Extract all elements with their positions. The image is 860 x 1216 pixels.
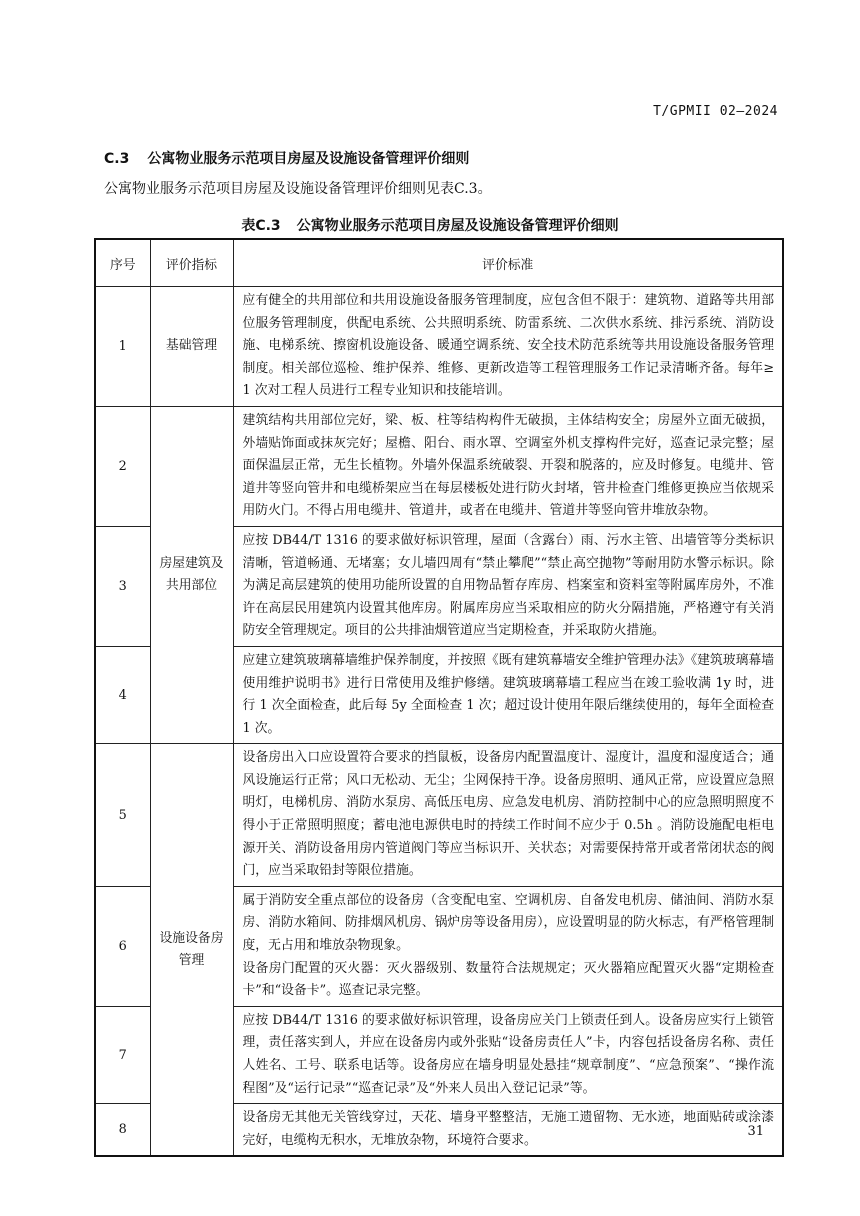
row-number: 2 — [95, 406, 150, 526]
standard-text: 建筑结构共用部位完好，梁、板、柱等结构构件无破损，主体结构安全；房屋外立面无破损，外墙贴饰面或抹灰完好；屋檐、阳台、雨水罩、空调室外机支撑构件完好，巡查记录完整；屋面保温层正常，无生长植物。外墙外保温系统破裂、开裂和脱落的，应及时修复。电缆井、管道井等竖向管井和电缆桥架应当在每层楼板处进行防火封堵，管井检查门维修更换应当依规采用防火门。不得占用电缆井、管道井，或者在电缆井、管道井等竖向管井堆放杂物。 — [233, 406, 783, 526]
row-number: 1 — [95, 287, 150, 407]
evaluation-table — [94, 238, 784, 1157]
indicator-building: 房屋建筑及共用部位 — [150, 406, 233, 743]
header-no: 序号 — [95, 239, 150, 287]
section-heading — [104, 148, 469, 168]
table-row — [95, 287, 783, 407]
table-row — [95, 744, 783, 887]
standard-text: 属于消防安全重点部位的设备房（含变配电室、空调机房、自备发电机房、储油间、消防水泵房、消防水箱间、防排烟风机房、锅炉房等设备用房），应设置明显的防火标志，有严格管理制度，无占用和堆放杂物现象。 设备房门配置的灭火器：灭火器级别、数量符合法规规定；灭火器箱应配置灭火器“定期检查卡”和“设备卡”。巡查记录完整。 — [233, 886, 783, 1006]
page-number: 31 — [747, 1124, 764, 1139]
table-header-row — [95, 239, 783, 287]
standard-text: 设备房出入口应设置符合要求的挡鼠板，设备房内配置温度计、湿度计，温度和湿度适合；通风设施运行正常；风口无松动、无尘；尘网保持干净。设备房照明、通风正常，应设置应急照明灯，电梯机房、消防水泵房、高低压电房、应急发电机房、消防控制中心的应急照明照度不得小于正常照明照度；蓄电池电源供电时的持续工作时间不应少于 0.5h 。消防设施配电柜电源开关、消防设备用房内管道阀门等应当标识开、关状态；对需要保持常开或者常闭状态的阀门，应当采取铅封等限位措施。 — [233, 744, 783, 887]
table-row — [95, 406, 783, 526]
header-standard: 评价标准 — [233, 239, 783, 287]
row-number: 4 — [95, 646, 150, 743]
document-code: T/GPMII 02—2024 — [653, 104, 778, 119]
row-number: 8 — [95, 1104, 150, 1157]
indicator-equipment-room: 设施设备房管理 — [150, 744, 233, 1157]
row-number: 3 — [95, 526, 150, 646]
section-intro: 公寓物业服务示范项目房屋及设施设备管理评价细则见表C.3。 — [104, 181, 492, 197]
indicator-basic: 基础管理 — [150, 287, 233, 407]
standard-text: 应按 DB44/T 1316 的要求做好标识管理，设备房应关门上锁责任到人。设备房应实行上锁管理，责任落实到人，并应在设备房内或外张贴“设备房责任人”卡，内容包括设备房名称、责任人姓名、工号、联系电话等。设备房应在墙身明显处悬挂“规章制度”、“应急预案”、“操作流程图”及“运行记录”“巡查记录”及“外来人员出入登记记录”等。 — [233, 1006, 783, 1103]
section-title: 公寓物业服务示范项目房屋及设施设备管理评价细则 — [147, 151, 470, 167]
row-number: 7 — [95, 1006, 150, 1103]
section-number: C.3 — [104, 151, 130, 167]
table-caption — [0, 215, 860, 235]
standard-text: 设备房无其他无关管线穿过，天花、墙身平整整洁，无施工遗留物、无水迹，地面贴砖或涂漆完好，电缆构无积水，无堆放杂物，环境符合要求。 — [233, 1104, 783, 1157]
standard-text: 应建立建筑玻璃幕墙维护保养制度，并按照《既有建筑幕墙安全维护管理办法》《建筑玻璃幕墙使用维护说明书》进行日常使用及维护修缮。建筑玻璃幕墙工程应当在竣工验收满 1y 时，进行 1 次全面检查，此后每 5y 全面检查 1 次；超过设计使用年限后继续使用的，每年全面检查 1 次。 — [233, 646, 783, 743]
row-number: 5 — [95, 744, 150, 887]
standard-text: 应按 DB44/T 1316 的要求做好标识管理，屋面（含露台）雨、污水主管、出墙管等分类标识清晰，管道畅通、无堵塞；女儿墙四周有“禁止攀爬”“禁止高空抛物”等耐用防水警示标识。除为满足高层建筑的使用功能所设置的自用物品暂存库房、档案室和资料室等附属库房外，不准许在高层民用建筑内设置其他库房。附属库房应当采取相应的防火分隔措施，严格遵守有关消防安全管理规定。项目的公共排油烟管道应当定期检查，并采取防火措施。 — [233, 526, 783, 646]
standard-text: 应有健全的共用部位和共用设施设备服务管理制度，应包含但不限于：建筑物、道路等共用部位服务管理制度，供配电系统、公共照明系统、防雷系统、二次供水系统、排污系统、消防设施、电梯系统、擦窗机设施设备、暖通空调系统、安全技术防范系统等共用设施设备服务管理制度。相关部位巡检、维护保养、维修、更新改造等工程管理服务工作记录清晰齐备。每年≥ 1 次对工程人员进行工程专业知识和技能培训。 — [233, 287, 783, 407]
table-number: 表C.3 — [241, 218, 281, 234]
table-title: 公寓物业服务示范项目房屋及设施设备管理评价细则 — [296, 218, 619, 234]
row-number: 6 — [95, 886, 150, 1006]
header-indicator: 评价指标 — [150, 239, 233, 287]
